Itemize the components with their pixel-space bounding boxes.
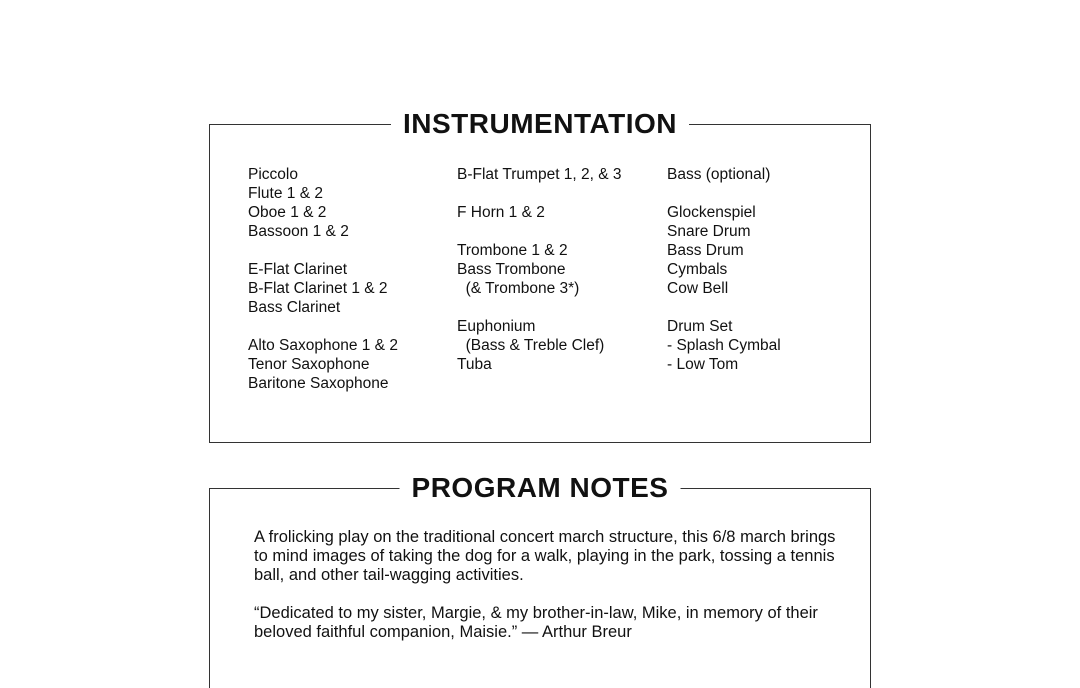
instrumentation-section bbox=[209, 108, 871, 443]
instrument-line: Snare Drum bbox=[667, 223, 751, 240]
instrument-line: Drum Set bbox=[667, 318, 733, 335]
instrument-line: Bassoon 1 & 2 bbox=[248, 223, 349, 240]
instrument-line: Trombone 1 & 2 bbox=[457, 242, 568, 259]
instrument-line: Alto Saxophone 1 & 2 bbox=[248, 337, 398, 354]
instrument-line: Bass (optional) bbox=[667, 166, 771, 183]
instrument-line: - Low Tom bbox=[667, 356, 739, 373]
instrument-line bbox=[667, 184, 781, 203]
instrument-line: B-Flat Clarinet 1 & 2 bbox=[248, 280, 388, 297]
instrument-column-1 bbox=[248, 165, 398, 393]
instrument-line: Oboe 1 & 2 bbox=[248, 204, 327, 221]
instrument-line bbox=[248, 241, 398, 260]
instrument-line: Cymbals bbox=[667, 261, 728, 278]
instrument-line: Tuba bbox=[457, 356, 492, 373]
instrument-line bbox=[457, 298, 622, 317]
instrument-line: Euphonium bbox=[457, 318, 536, 335]
instrument-line: (& Trombone 3*) bbox=[457, 280, 580, 297]
instrument-line: (Bass & Treble Clef) bbox=[457, 337, 605, 354]
instrument-line bbox=[667, 298, 781, 317]
instrument-line bbox=[248, 317, 398, 336]
instrument-column-2 bbox=[457, 165, 622, 374]
instrument-line: Piccolo bbox=[248, 166, 298, 183]
instrument-line: Cow Bell bbox=[667, 280, 729, 297]
instrument-line: Bass Trombone bbox=[457, 261, 566, 278]
instrument-line: B-Flat Trumpet 1, 2, & 3 bbox=[457, 166, 622, 183]
instrument-line: Glockenspiel bbox=[667, 204, 756, 221]
program-notes-section bbox=[209, 472, 871, 688]
instrumentation-title: INSTRUMENTATION bbox=[391, 107, 689, 141]
program-notes-title: PROGRAM NOTES bbox=[400, 471, 681, 505]
instrument-line: E-Flat Clarinet bbox=[248, 261, 348, 278]
instrument-line: Tenor Saxophone bbox=[248, 356, 370, 373]
instrument-line: F Horn 1 & 2 bbox=[457, 204, 545, 221]
dedication-paragraph: “Dedicated to my sister, Margie, & my brother-in-law, Mike, in memory of their beloved faithful companion, Maisie.” — Arthur Breur bbox=[254, 604, 818, 641]
program-notes-paragraph: A frolicking play on the traditional concert march structure, this 6/8 march brings to mind images of taking the dog for a walk, playing in the park, tossing a tennis ball, and other tail-wagging activities. bbox=[254, 528, 836, 584]
instrument-line: - Splash Cymbal bbox=[667, 337, 781, 354]
instrument-line: Flute 1 & 2 bbox=[248, 185, 323, 202]
instrument-line: Bass Clarinet bbox=[248, 299, 341, 316]
program-notes-body bbox=[254, 528, 844, 661]
instrument-line bbox=[457, 184, 622, 203]
instrument-column-3 bbox=[667, 165, 781, 374]
instrument-line: Bass Drum bbox=[667, 242, 744, 259]
instrument-line: Baritone Saxophone bbox=[248, 375, 389, 392]
instrument-line bbox=[457, 222, 622, 241]
